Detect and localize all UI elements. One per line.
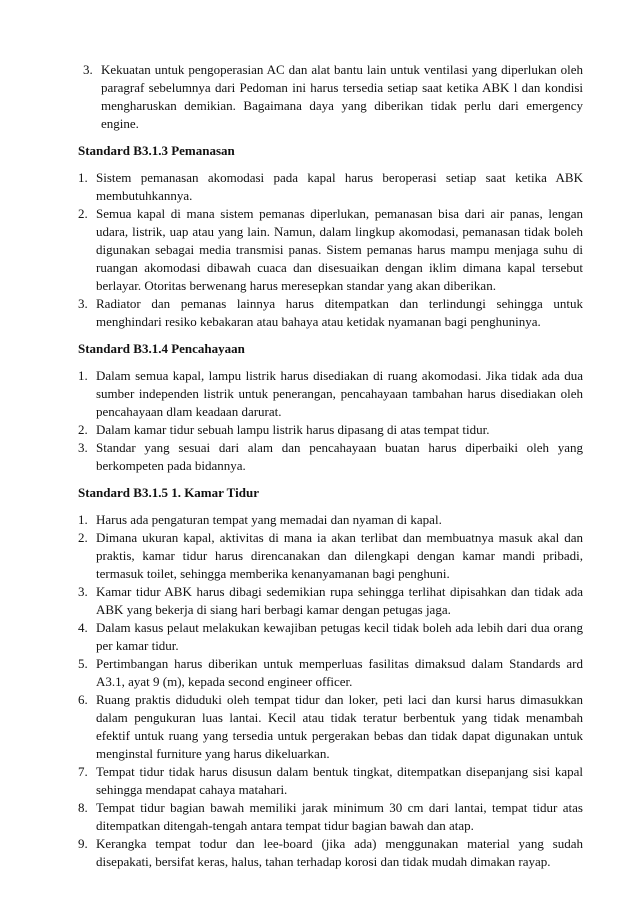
section-pencahayaan — [78, 340, 583, 475]
item-text: Kekuatan untuk pengoperasian AC dan alat bantu lain untuk ventilasi yang diperlukan oleh paragraf sebelumnya dari Pedoman ini harus tersedia setiap saat ketika ABK l dan kondisi mengharuskan demikian. Bagaimana daya yang diberikan tidak perlu dari emergency engine. — [101, 62, 583, 131]
list-item — [78, 655, 583, 691]
list-item — [83, 61, 583, 133]
item-number: 2. — [78, 530, 88, 545]
list-item — [78, 169, 583, 205]
item-text: Semua kapal di mana sistem pemanas diperlukan, pemanasan bisa dari air panas, lengan udara, listrik, uap atau yang lain. Namun, dalam lingkup akomodasi, pemanasan tidak boleh digunakan sebagai media transmisi panas. Sistem pemanas harus mampu menjaga suhu di ruangan akomodasi dibawah cuaca dan disesuaikan dengan iklim dimana kapal tersebut berlayar. Otoritas berwenang harus meresepkan standar yang akan diberikan. — [96, 206, 583, 293]
section-list — [78, 169, 583, 331]
list-item — [78, 439, 583, 475]
item-number: 9. — [78, 836, 88, 851]
item-text: Harus ada pengaturan tempat yang memadai dan nyaman di kapal. — [96, 512, 442, 527]
item-number: 1. — [78, 170, 88, 185]
item-text: Sistem pemanasan akomodasi pada kapal harus beroperasi setiap saat ketika ABK membutuhkannya. — [96, 170, 583, 203]
list-item — [78, 367, 583, 421]
item-number: 5. — [78, 656, 88, 671]
intro-list — [78, 61, 583, 133]
item-text: Kerangka tempat todur dan lee-board (jika ada) menggunakan material yang sudah disepakati, bersifat keras, halus, tahan terhadap korosi dan tidak mudah dimakan rayap. — [96, 836, 583, 869]
item-text: Tempat tidur bagian bawah memiliki jarak minimum 30 cm dari lantai, tempat tidur atas ditempatkan ditengah-tengah antara tempat tidur bagian bawah dan atap. — [96, 800, 583, 833]
section-heading: Standard B3.1.3 Pemanasan — [78, 143, 235, 158]
section-list — [78, 511, 583, 871]
item-number: 1. — [78, 512, 88, 527]
list-item — [78, 691, 583, 763]
item-number: 1. — [78, 368, 88, 383]
section-heading: Standard B3.1.4 Pencahayaan — [78, 341, 245, 356]
list-item — [78, 799, 583, 835]
section-list — [78, 367, 583, 475]
section-pemanasan — [78, 142, 583, 331]
list-item — [78, 205, 583, 295]
item-number: 3. — [78, 584, 88, 599]
list-item — [78, 583, 583, 619]
item-text: Dalam semua kapal, lampu listrik harus disediakan di ruang akomodasi. Jika tidak ada dua sumber independen listrik untuk penerangan, pencahayaan tambahan harus disediakan oleh pencahayaan dlam keadaan darurat. — [96, 368, 583, 419]
list-item — [78, 835, 583, 871]
item-text: Ruang praktis diduduki oleh tempat tidur dan loker, peti laci dan kursi harus dimasukkan dalam pengukuran luas lantai. Kecil atau tidak teratur berbentuk yang tidak menambah efektif untuk ruang yang tersedia untuk pergerakan bebas dan tidak dapat digunakan untuk menginstal furniture yang harus dikeluarkan. — [96, 692, 583, 761]
list-item — [78, 295, 583, 331]
list-item — [78, 619, 583, 655]
item-number: 7. — [78, 764, 88, 779]
list-item — [78, 763, 583, 799]
item-number: 8. — [78, 800, 88, 815]
item-text: Dalam kasus pelaut melakukan kewajiban petugas kecil tidak boleh ada lebih dari dua orang per kamar tidur. — [96, 620, 583, 653]
item-text: Dalam kamar tidur sebuah lampu listrik harus dipasang di atas tempat tidur. — [96, 422, 490, 437]
item-number: 6. — [78, 692, 88, 707]
item-text: Kamar tidur ABK harus dibagi sedemikian rupa sehingga terlihat dipisahkan dan tidak ada ABK yang bekerja di siang hari berbagi kamar dengan petugas jaga. — [96, 584, 583, 617]
list-item — [78, 511, 583, 529]
item-number: 4. — [78, 620, 88, 635]
item-text: Standar yang sesuai dari alam dan pencahayaan buatan harus diperbaiki oleh yang berkompeten pada bidannya. — [96, 440, 583, 473]
item-text: Dimana ukuran kapal, aktivitas di mana ia akan terlibat dan membuatnya masuk akal dan praktis, kamar tidur harus direncanakan dan dilengkapi dengan kamar mandi pribadi, termasuk toilet, sehingga memberika kenanyamanan bagi penghuni. — [96, 530, 583, 581]
item-text: Tempat tidur tidak harus disusun dalam bentuk tingkat, ditempatkan disepanjang sisi kapal sehingga mendapat cahaya matahari. — [96, 764, 583, 797]
item-number: 2. — [78, 206, 88, 221]
item-number: 2. — [78, 422, 88, 437]
item-number: 3. — [83, 62, 93, 77]
list-item — [78, 529, 583, 583]
item-number: 3. — [78, 440, 88, 455]
item-text: Radiator dan pemanas lainnya harus ditempatkan dan terlindungi sehingga untuk menghindari resiko kebakaran atau bahaya atau ketidak nyamanan bagi penghuninya. — [96, 296, 583, 329]
item-text: Pertimbangan harus diberikan untuk memperluas fasilitas dimaksud dalam Standards ard A3.1, ayat 9 (m), kepada second engineer officer. — [96, 656, 583, 689]
section-kamar-tidur — [78, 484, 583, 871]
list-item — [78, 421, 583, 439]
section-heading: Standard B3.1.5 1. Kamar Tidur — [78, 485, 259, 500]
item-number: 3. — [78, 296, 88, 311]
